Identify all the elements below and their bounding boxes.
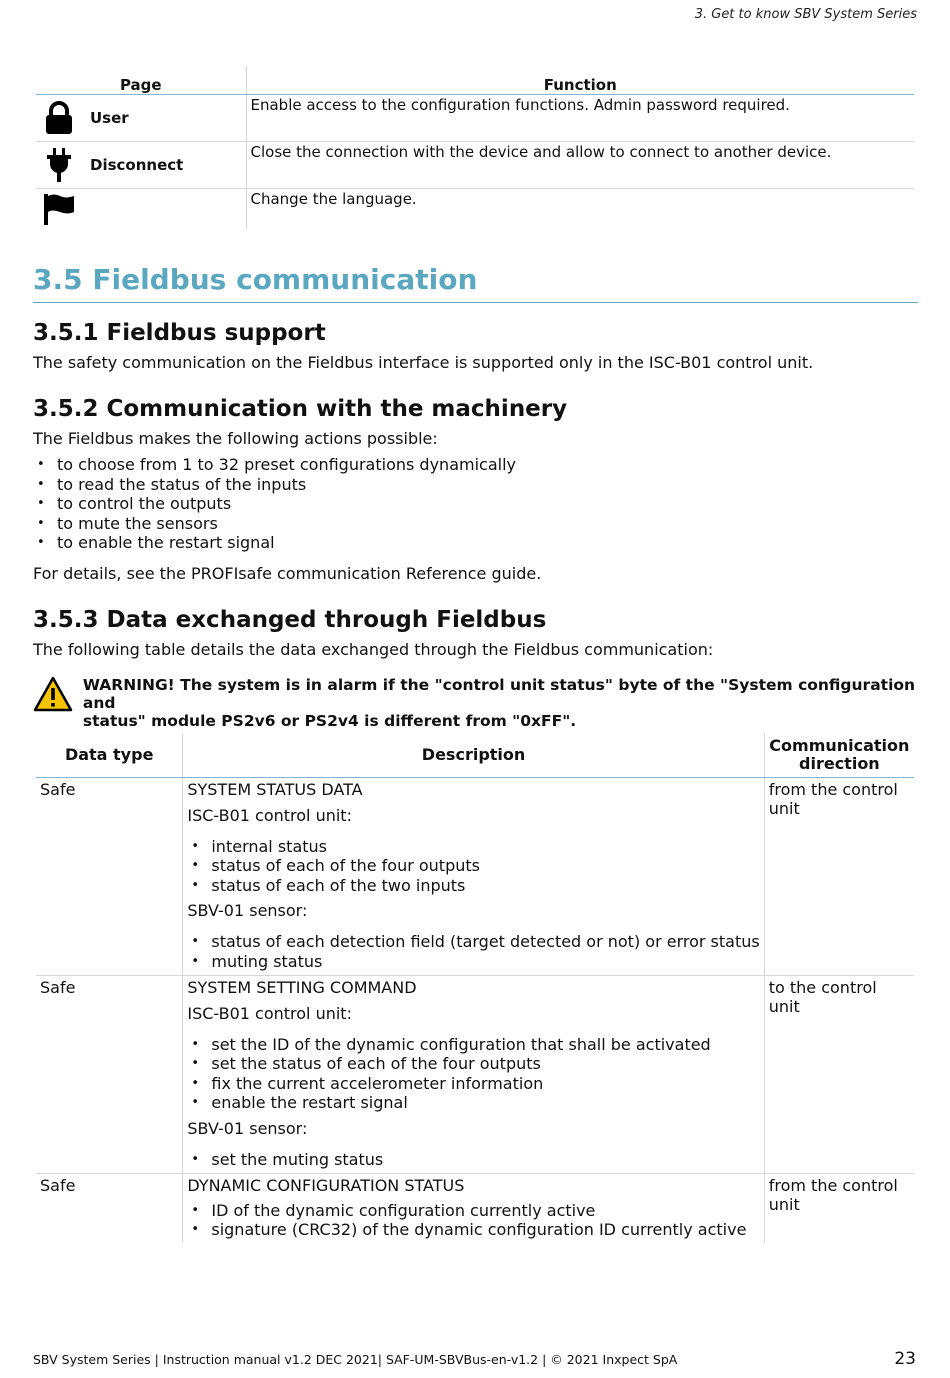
description-list [187, 932, 759, 971]
table-row [36, 188, 914, 229]
column-header-data-type: Data type [36, 733, 183, 777]
description-sublabel: ISC-B01 control unit: [187, 805, 352, 825]
table-row [36, 975, 914, 1173]
list-item: • muting status [187, 952, 759, 972]
list-item: • to read the status of the inputs [33, 475, 516, 495]
description-cell [183, 975, 764, 1173]
data-type-cell: Safe [36, 777, 183, 975]
page-label-disconnect: Disconnect [90, 155, 184, 174]
column-header-function: Function [246, 66, 914, 94]
list-item: • to choose from 1 to 32 preset configurations dynamically [33, 455, 516, 475]
direction-cell: from the control unit [764, 777, 914, 975]
paragraph: The safety communication on the Fieldbus interface is supported only in the ISC-B01 control unit. [33, 353, 814, 372]
list-item: • status of each detection field (target detected or not) or error status [187, 932, 759, 952]
column-header-description: Description [183, 733, 764, 777]
page-number: 23 [894, 1349, 916, 1369]
table-header-row [36, 733, 914, 777]
list-item: • fix the current accelerometer information [187, 1074, 759, 1094]
table-row [36, 1173, 914, 1243]
page-label-user: User [90, 108, 129, 127]
list-item: • internal status [187, 837, 759, 857]
list-item: • ID of the dynamic configuration currently active [187, 1201, 759, 1221]
page-function-table [36, 66, 914, 229]
warning-line: status" module PS2v6 or PS2v4 is different from "0xFF". [82, 712, 577, 730]
description-sublabel: SBV-01 sensor: [187, 1118, 308, 1138]
description-cell [183, 777, 764, 975]
list-item: • enable the restart signal [187, 1093, 759, 1113]
table-row [36, 94, 914, 141]
subsection-heading-data-exchanged: 3.5.3 Data exchanged through Fieldbus [33, 607, 547, 633]
description-list [187, 1035, 759, 1113]
list-item: • to control the outputs [33, 494, 516, 514]
lock-icon [36, 101, 82, 135]
running-header: 3. Get to know SBV System Series [694, 7, 917, 22]
description-title: DYNAMIC CONFIGURATION STATUS [187, 1175, 465, 1195]
table-header-row [36, 66, 914, 94]
list-item: • to enable the restart signal [33, 533, 516, 553]
direction-cell: to the control unit [764, 975, 914, 1173]
section-heading: 3.5 Fieldbus communication [33, 263, 918, 303]
page-footer: SBV System Series | Instruction manual v1.2 DEC 2021| SAF-UM-SBVBus-en-v1.2 | © 2021 Inxpect SpA [33, 1352, 678, 1367]
list-item: • to mute the sensors [33, 514, 516, 534]
plug-icon [36, 147, 82, 183]
list-item: • set the muting status [187, 1150, 759, 1170]
description-sublabel: SBV-01 sensor: [187, 901, 308, 921]
function-description: Change the language. [250, 189, 417, 208]
actions-list [33, 455, 516, 553]
paragraph: For details, see the PROFIsafe communication Reference guide. [33, 564, 542, 583]
data-type-cell: Safe [36, 975, 183, 1173]
warning-line: WARNING! The system is in alarm if the "control unit status" byte of the "System configuration and [82, 676, 916, 712]
table-row [36, 777, 914, 975]
direction-cell: from the control unit [768, 1175, 898, 1214]
description-title: SYSTEM STATUS DATA [187, 779, 363, 799]
description-sublabel: ISC-B01 control unit: [187, 1003, 352, 1023]
flag-icon [36, 193, 82, 225]
description-cell [183, 1173, 764, 1243]
list-item: • status of each of the four outputs [187, 856, 759, 876]
function-description: Close the connection with the device and allow to connect to another device. [246, 141, 914, 188]
data-exchanged-table [36, 733, 914, 1243]
warning-box [33, 676, 918, 730]
subsection-heading-communication: 3.5.2 Communication with the machinery [33, 396, 568, 422]
list-item: • set the ID of the dynamic configuration that shall be activated [187, 1035, 759, 1055]
data-type-cell: Safe [36, 1173, 183, 1243]
paragraph: The following table details the data exchanged through the Fieldbus communication: [33, 640, 714, 659]
warning-triangle-icon [33, 676, 83, 730]
table-row [36, 141, 914, 188]
column-header-page: Page [36, 66, 246, 94]
description-list [187, 837, 759, 896]
list-item: • status of each of the two inputs [187, 876, 759, 896]
function-description: Enable access to the configuration functions. Admin password required. [246, 94, 914, 141]
description-title: SYSTEM SETTING COMMAND [187, 977, 417, 997]
description-list [187, 1150, 759, 1170]
subsection-heading-fieldbus-support: 3.5.1 Fieldbus support [33, 320, 326, 346]
paragraph: The Fieldbus makes the following actions possible: [33, 429, 438, 448]
list-item: • set the status of each of the four outputs [187, 1054, 759, 1074]
description-list [187, 1201, 759, 1240]
list-item: • signature (CRC32) of the dynamic configuration ID currently active [187, 1220, 759, 1240]
column-header-direction: Communication direction [764, 733, 914, 777]
